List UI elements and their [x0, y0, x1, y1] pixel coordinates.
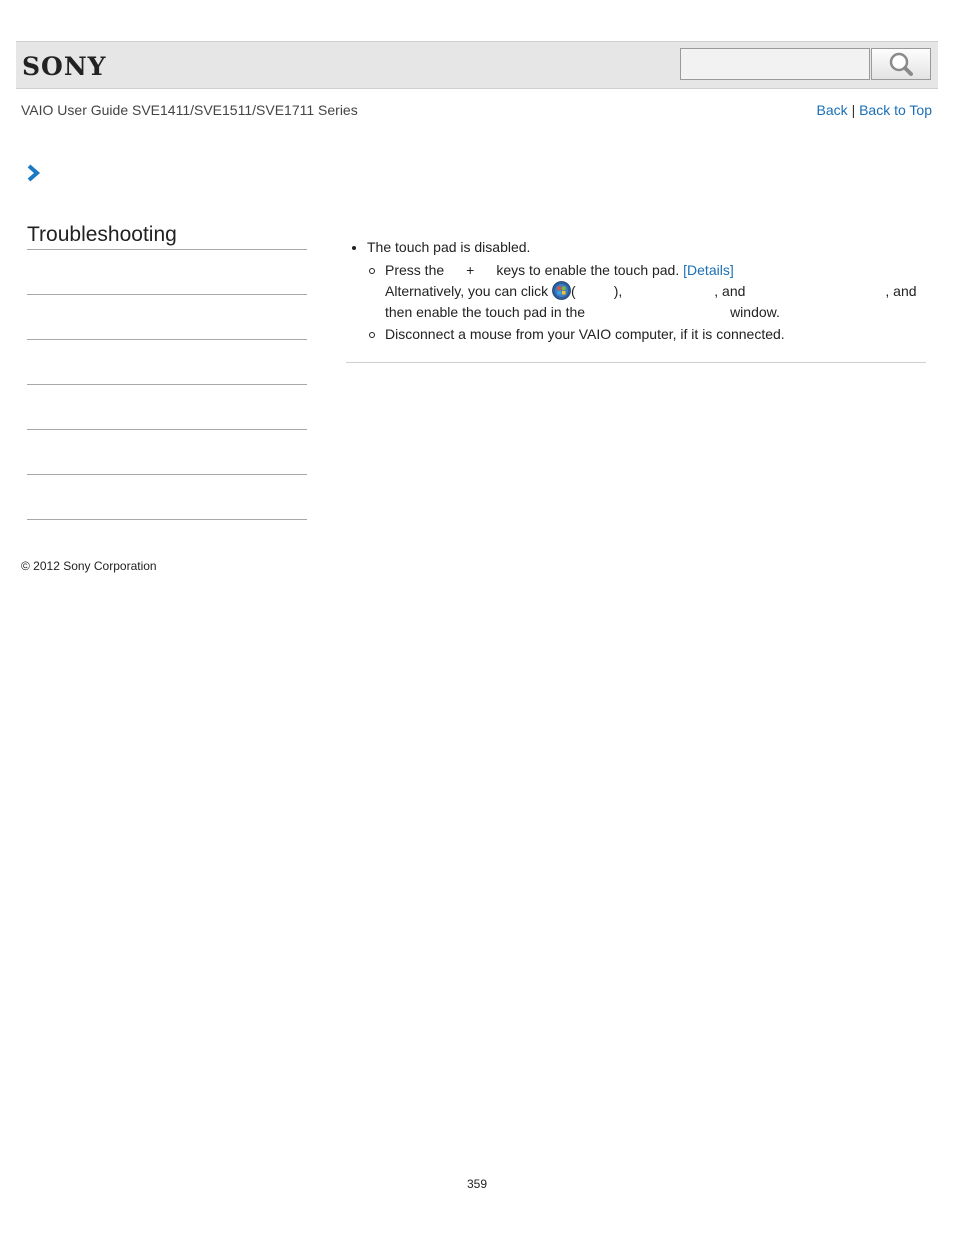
nav-links	[817, 102, 932, 118]
page-number: 359	[466, 1177, 488, 1191]
sub-text: keys to enable the touch pad.	[496, 262, 680, 278]
sidebar-item[interactable]	[27, 475, 307, 520]
sub-text: (	[571, 283, 576, 299]
sidebar	[27, 222, 307, 520]
sub-text: ),	[613, 283, 623, 299]
sub-list-item	[346, 324, 926, 345]
bullet-text: The touch pad is disabled.	[367, 239, 531, 255]
copyright: © 2012 Sony Corporation	[21, 559, 157, 573]
sidebar-item[interactable]	[27, 385, 307, 430]
sub-text: then enable the touch pad in the	[385, 304, 586, 320]
content-divider	[346, 362, 926, 363]
list-item	[346, 238, 926, 260]
search-input[interactable]	[680, 48, 870, 80]
guide-title: VAIO User Guide SVE1411/SVE1511/SVE1711 Series	[21, 102, 358, 118]
sidebar-title: Troubleshooting	[27, 222, 307, 250]
sidebar-item[interactable]	[27, 250, 307, 295]
sub-bullet-marker	[369, 268, 375, 274]
sony-logo: SONY	[22, 52, 107, 81]
plus-sign: +	[466, 262, 475, 278]
back-to-top-link[interactable]: Back to Top	[859, 102, 932, 118]
header-bar	[16, 41, 938, 89]
sub-bullet-marker	[369, 332, 375, 338]
back-link[interactable]: Back	[816, 102, 848, 118]
sub-text: , and	[885, 283, 917, 299]
sub-text: window.	[730, 304, 780, 320]
sub-text: Disconnect a mouse from your VAIO computer, if it is connected.	[385, 326, 785, 342]
details-link[interactable]: [Details]	[683, 262, 734, 278]
sidebar-item[interactable]	[27, 340, 307, 385]
sub-text: Press the	[385, 262, 445, 278]
chevron-right-icon[interactable]	[26, 164, 42, 182]
search-icon	[888, 51, 914, 77]
sidebar-item[interactable]	[27, 295, 307, 340]
sub-text: , and	[714, 283, 746, 299]
windows-start-icon	[552, 281, 571, 300]
sidebar-item[interactable]	[27, 430, 307, 475]
main-content	[346, 238, 926, 345]
search-button[interactable]	[871, 48, 931, 80]
sub-text: Alternatively, you can click	[385, 283, 549, 299]
nav-separator: |	[851, 102, 856, 118]
sub-list-item	[346, 260, 926, 323]
